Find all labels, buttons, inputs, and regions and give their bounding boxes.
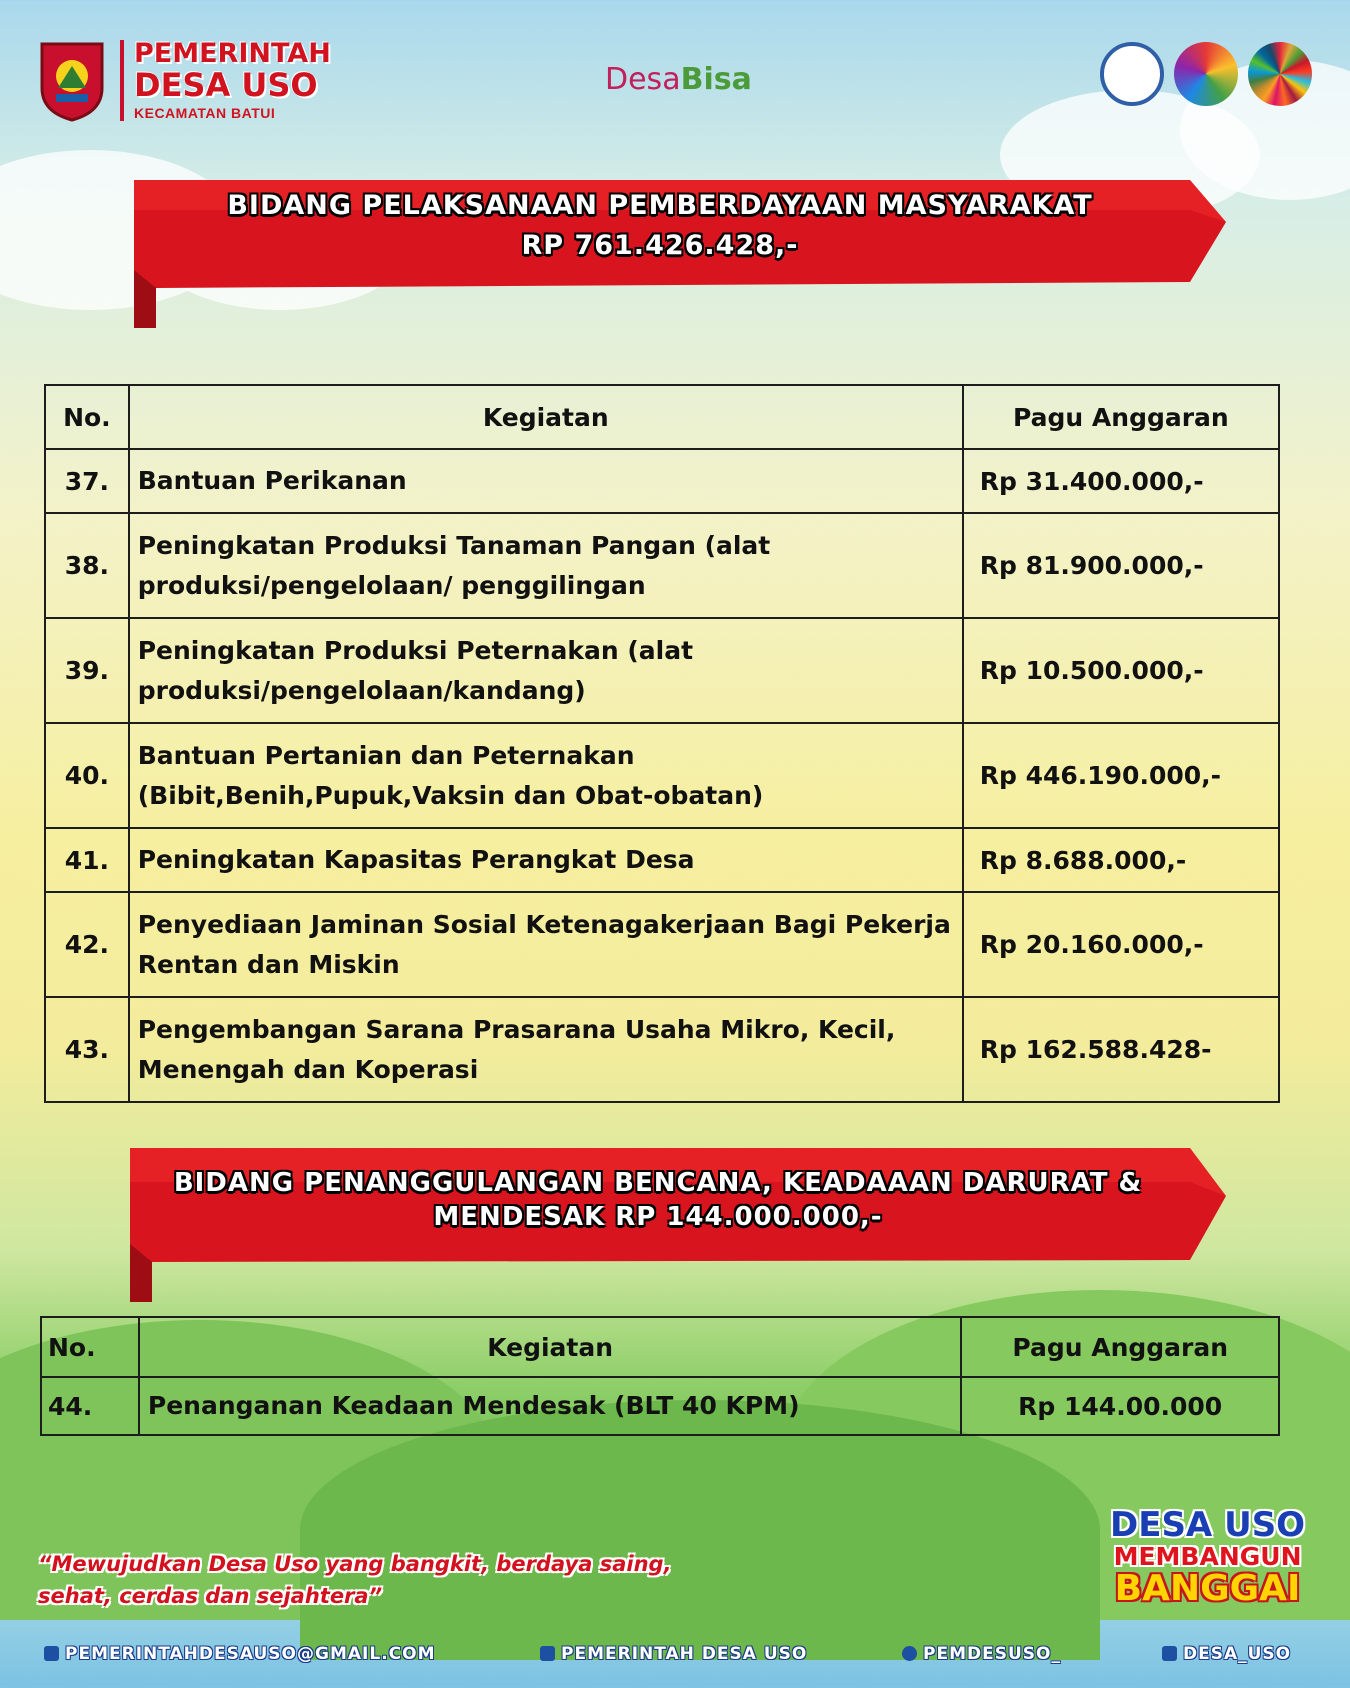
gov-line1: PEMERINTAH <box>134 38 331 69</box>
footer-twitter[interactable]: DESA_USO <box>1162 1644 1291 1664</box>
desa-uso-membangun-banggai-logo: DESA USO MEMBANGUN BANGGAI <box>1110 1505 1306 1609</box>
hill <box>300 1400 1100 1660</box>
table-row: 40. Bantuan Pertanian dan Peternakan (Bibit,Benih,Pupuk,Vaksin dan Obat-obatan) Rp 446.190.000,- <box>45 723 1279 828</box>
gov-line3: KECAMATAN BATUI <box>134 105 276 121</box>
table-header-row <box>45 385 1279 449</box>
section2-banner <box>126 1144 1230 1304</box>
sdgs-logo <box>1248 42 1312 106</box>
desa-cerdas-logo <box>1174 42 1238 106</box>
home-icon <box>44 1646 59 1661</box>
tagline: “Mewujudkan Desa Uso yang bangkit, berdaya saing, sehat, cerdas dan sejahtera” <box>38 1552 672 1608</box>
section1-amount: RP 761.426.428,- <box>521 230 799 261</box>
col-pagu: Pagu Anggaran <box>961 1317 1279 1377</box>
col-pagu: Pagu Anggaran <box>963 385 1279 449</box>
footer-email[interactable]: PEMERINTAHDESAUSO@GMAIL.COM <box>44 1644 436 1664</box>
tiktok-icon <box>902 1646 917 1661</box>
village-emblem <box>36 38 108 122</box>
table-row: 39. Peningkatan Produksi Peternakan (alat produksi/pengelolaan/kandang) Rp 10.500.000,- <box>45 618 1279 723</box>
desabisa-logo: DesaBisa <box>605 62 752 97</box>
ministry-logo <box>1100 42 1164 106</box>
government-title <box>120 40 331 121</box>
col-kegiatan: Kegiatan <box>139 1317 961 1377</box>
gov-line2: DESA USO <box>134 66 318 104</box>
twitter-icon <box>1162 1646 1177 1661</box>
col-no: No. <box>45 385 129 449</box>
table-header-row <box>41 1317 1279 1377</box>
col-kegiatan: Kegiatan <box>129 385 963 449</box>
section2-title-line2: MENDESAK RP 144.000.000,- <box>433 1202 883 1232</box>
facebook-icon <box>540 1646 555 1661</box>
footer <box>0 1644 1350 1688</box>
table-row: 38. Peningkatan Produksi Tanaman Pangan (alat produksi/pengelolaan/ penggilingan Rp 81.900.000,- <box>45 513 1279 618</box>
col-no: No. <box>41 1317 139 1377</box>
footer-tiktok[interactable]: PEMDESUSO_ <box>902 1644 1061 1664</box>
footer-facebook[interactable]: PEMERINTAH DESA USO <box>540 1644 807 1664</box>
table-row: 42. Penyediaan Jaminan Sosial Ketenagakerjaan Bagi Pekerja Rentan dan Miskin Rp 20.160.000,- <box>45 892 1279 997</box>
table-row: 44. Penanganan Keadaan Mendesak (BLT 40 KPM) Rp 144.00.000 <box>41 1377 1279 1435</box>
table-row: 37. Bantuan Perikanan Rp 31.400.000,- <box>45 449 1279 513</box>
section2-table <box>40 1316 1280 1436</box>
section1-banner <box>130 170 1230 330</box>
section1-title: BIDANG PELAKSANAAN PEMBERDAYAAN MASYARAKAT <box>227 190 1093 221</box>
section1-table <box>44 384 1280 1103</box>
table-row: 41. Peningkatan Kapasitas Perangkat Desa Rp 8.688.000,- <box>45 828 1279 892</box>
section2-title-line1: BIDANG PENANGGULANGAN BENCANA, KEADAAAN DARURAT & <box>173 1168 1143 1198</box>
table-row: 43. Pengembangan Sarana Prasarana Usaha Mikro, Kecil, Menengah dan Koperasi Rp 162.588.428- <box>45 997 1279 1102</box>
